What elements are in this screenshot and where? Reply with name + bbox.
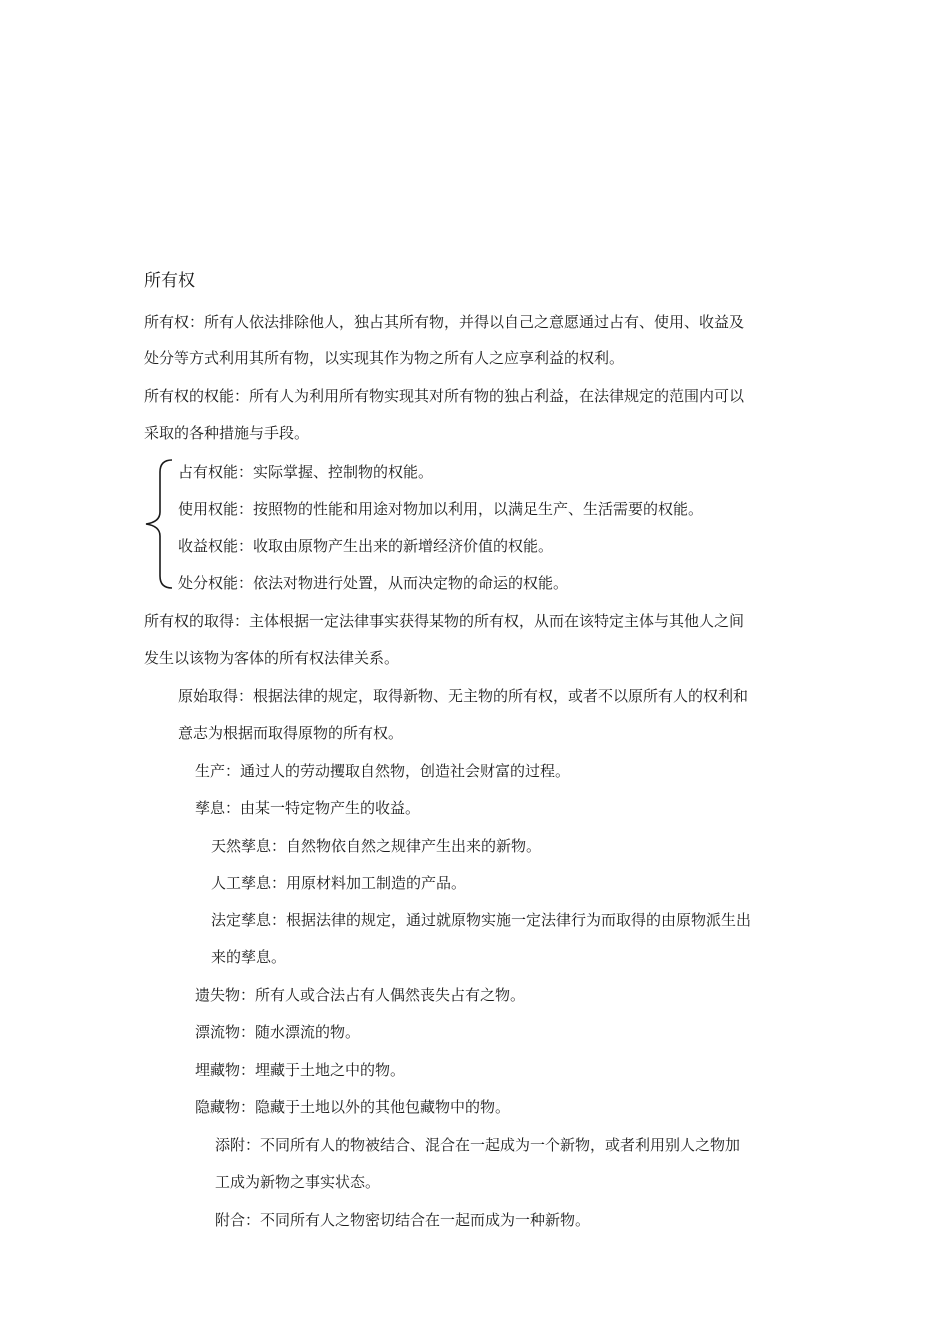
artificial-fruits-item: 人工孳息：用原材料加工制造的产品。 [211, 874, 467, 892]
curly-brace-icon [142, 458, 178, 590]
page-title: 所有权 [144, 271, 195, 291]
natural-fruits-item: 天然孳息：自然物依自然之规律产生出来的新物。 [211, 837, 542, 855]
legal-fruits-line-1: 法定孳息：根据法律的规定，通过就原物实施一定法律行为而取得的由原物派生出 [211, 911, 752, 929]
power-item-disposal: 处分权能：依法对物进行处置，从而决定物的命运的权能。 [178, 574, 569, 592]
acquisition-line-1: 所有权的取得：主体根据一定法律事实获得某物的所有权，从而在该特定主体与其他人之间 [144, 612, 745, 630]
fruits-item: 孳息：由某一特定物产生的收益。 [195, 799, 421, 817]
lost-property-item: 遗失物：所有人或合法占有人偶然丧失占有之物。 [195, 986, 526, 1004]
buried-property-item: 埋藏物：埋藏于土地之中的物。 [195, 1061, 406, 1079]
drifting-property-item: 漂流物：随水漂流的物。 [195, 1023, 361, 1041]
hidden-property-item: 隐藏物：隐藏于土地以外的其他包藏物中的物。 [195, 1098, 511, 1116]
definition-line-1: 所有权：所有人依法排除他人，独占其所有物，并得以自己之意愿通过占有、使用、收益及 [144, 313, 745, 331]
accession-line-2: 工成为新物之事实状态。 [215, 1173, 381, 1191]
power-item-use: 使用权能：按照物的性能和用途对物加以利用，以满足生产、生活需要的权能。 [178, 500, 704, 518]
attachment-item: 附合：不同所有人之物密切结合在一起而成为一种新物。 [215, 1211, 591, 1229]
power-item-benefit: 收益权能：收取由原物产生出来的新增经济价值的权能。 [178, 537, 554, 555]
production-item: 生产：通过人的劳动攫取自然物，创造社会财富的过程。 [195, 762, 571, 780]
powers-line-2: 采取的各种措施与手段。 [144, 424, 310, 442]
original-acquisition-line-2: 意志为根据而取得原物的所有权。 [178, 724, 404, 742]
powers-line-1: 所有权的权能：所有人为利用所有物实现其对所有物的独占利益，在法律规定的范围内可以 [144, 387, 745, 405]
legal-fruits-line-2: 来的孳息。 [211, 948, 287, 966]
accession-line-1: 添附：不同所有人的物被结合、混合在一起成为一个新物，或者利用别人之物加 [215, 1136, 741, 1154]
acquisition-line-2: 发生以该物为客体的所有权法律关系。 [144, 649, 400, 667]
original-acquisition-line-1: 原始取得：根据法律的规定，取得新物、无主物的所有权，或者不以原所有人的权利和 [178, 687, 749, 705]
power-item-possession: 占有权能：实际掌握、控制物的权能。 [178, 463, 434, 481]
definition-line-2: 处分等方式利用其所有物，以实现其作为物之所有人之应享利益的权利。 [144, 349, 625, 367]
